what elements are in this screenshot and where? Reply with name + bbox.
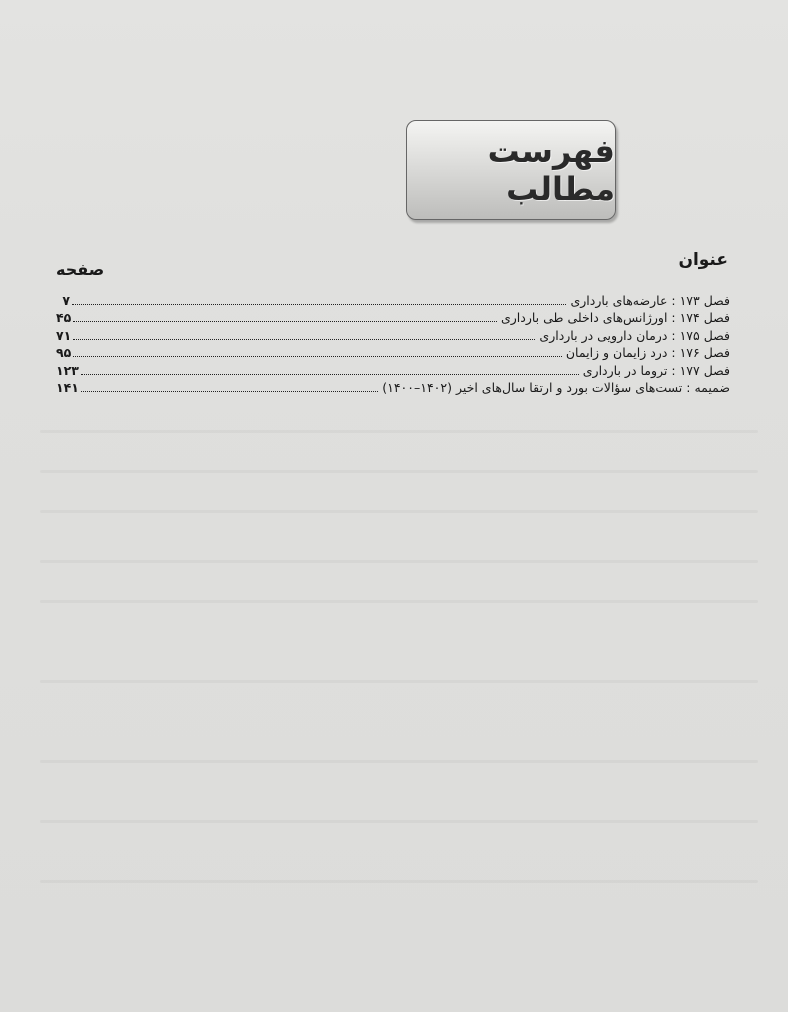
toc-entry[interactable] <box>56 362 730 379</box>
toc-entry[interactable] <box>56 292 730 309</box>
toc-leader-dots <box>81 373 579 375</box>
toc-page-number: ۹۵ <box>56 345 72 361</box>
page-title-box <box>406 120 616 220</box>
toc-leader-dots <box>81 390 378 392</box>
toc-entry-title: فصل ۱۷۵ : درمان دارویی در بارداری <box>539 327 730 343</box>
toc-leader-dots <box>73 320 497 322</box>
toc-entry[interactable] <box>56 379 730 396</box>
table-of-contents <box>56 292 730 396</box>
toc-page-number: ۱۲۳ <box>56 362 79 378</box>
toc-entry-title: فصل ۱۷۷ : تروما در بارداری <box>582 362 730 378</box>
toc-leader-dots <box>73 338 535 340</box>
page-title: فهرست مطالب <box>487 132 615 208</box>
bleed-through-texture <box>40 470 758 473</box>
toc-entry[interactable] <box>56 344 730 361</box>
bleed-through-texture <box>40 600 758 603</box>
toc-leader-dots <box>72 303 566 305</box>
toc-page-number: ۱۴۱ <box>56 379 79 395</box>
toc-entry-title: فصل ۱۷۴ : اورژانس‌های داخلی طی بارداری <box>500 310 730 326</box>
toc-entry-title: فصل ۱۷۳ : عارضه‌های بارداری <box>570 293 730 308</box>
bleed-through-texture <box>40 680 758 683</box>
toc-page-number: ۴۵ <box>56 310 72 326</box>
toc-leader-dots <box>73 355 562 357</box>
toc-entry[interactable] <box>56 309 730 326</box>
bleed-through-texture <box>40 430 758 433</box>
bleed-through-texture <box>40 820 758 823</box>
column-header-page: صفحه <box>56 260 105 279</box>
toc-entry[interactable] <box>56 327 730 344</box>
toc-page-number: ۷۱ <box>56 327 72 343</box>
bleed-through-texture <box>40 880 758 883</box>
toc-entry-title: فصل ۱۷۶ : درد زایمان و زایمان <box>565 345 730 361</box>
toc-entry-title: ضمیمه : تست‌های سؤالات بورد و ارتقا سال‌های اخیر (۱۴۰۲–۱۴۰۰) <box>382 379 730 395</box>
toc-page-number: ۷ <box>62 293 70 308</box>
bleed-through-texture <box>40 760 758 763</box>
bleed-through-texture <box>40 510 758 513</box>
column-header-title: عنوان <box>678 250 728 270</box>
bleed-through-texture <box>40 560 758 563</box>
